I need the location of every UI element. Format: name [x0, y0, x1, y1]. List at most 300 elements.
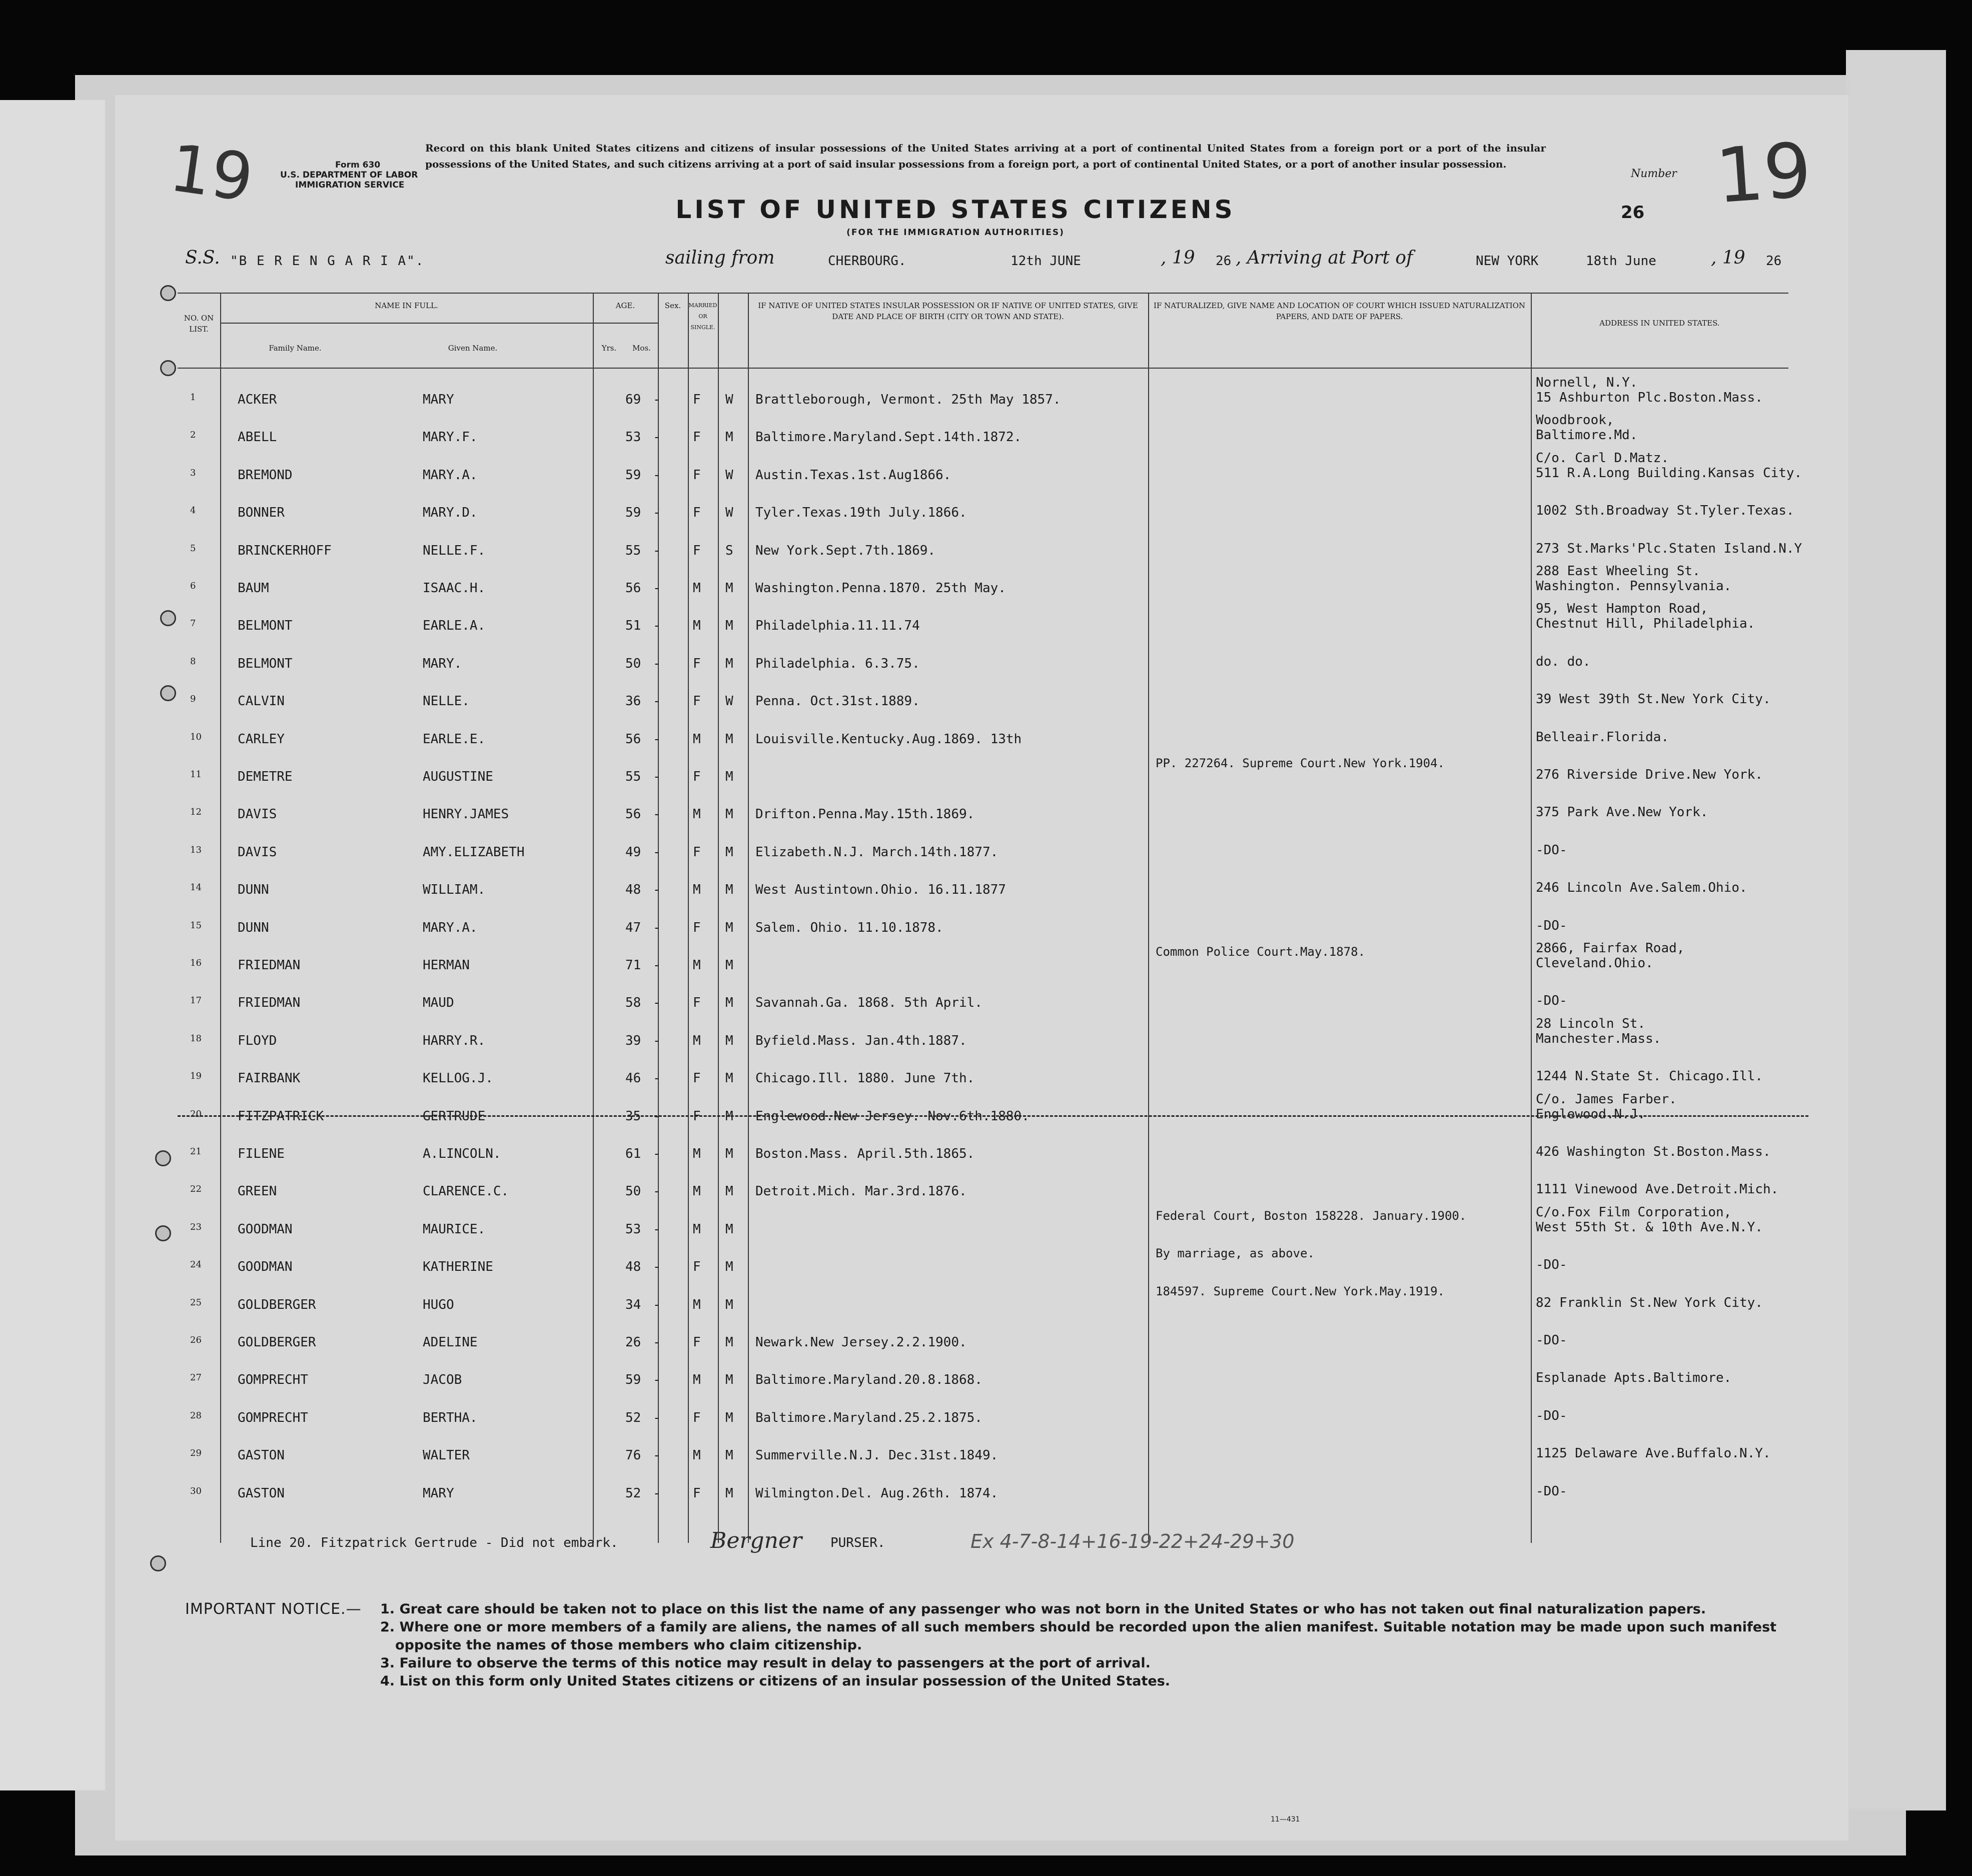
- table-row: [178, 1469, 1788, 1506]
- table-row: [178, 941, 1788, 978]
- naturalization: PP. 227264. Supreme Court.New York.1904.: [1156, 756, 1445, 770]
- address-line-2: -DO-: [1536, 1257, 1567, 1273]
- age-months: -: [653, 1184, 661, 1199]
- bottom-code: 11—431: [1271, 1815, 1300, 1823]
- table-row: [178, 1431, 1788, 1468]
- row-number: 15: [190, 920, 202, 931]
- row-number: 6: [190, 581, 196, 591]
- address-line-2: 1002 Sth.Broadway St.Tyler.Texas.: [1536, 503, 1794, 519]
- list-number: 26: [1621, 203, 1645, 223]
- address-line-2: Washington. Pennsylvania.: [1536, 579, 1732, 594]
- header-mos: Mos.: [632, 344, 651, 353]
- family-name: FRIEDMAN: [238, 958, 301, 973]
- important-notice: [380, 1600, 1831, 1690]
- age-months: -: [653, 882, 661, 898]
- age-months: -: [653, 543, 661, 558]
- sex: M: [693, 1146, 701, 1161]
- address-line-2: 276 Riverside Drive.New York.: [1536, 767, 1763, 782]
- family-name: DAVIS: [238, 807, 277, 822]
- address-line-1: C/o.Fox Film Corporation,: [1536, 1204, 1732, 1220]
- marital-status: M: [725, 1221, 733, 1237]
- sex: M: [693, 1448, 701, 1463]
- sex: M: [693, 731, 701, 747]
- row-number: 22: [190, 1184, 202, 1195]
- age-months: -: [653, 467, 661, 483]
- table-row: [178, 865, 1788, 902]
- departure-port: CHERBOURG.: [828, 254, 906, 269]
- table-row: [178, 488, 1794, 525]
- address-line-2: -DO-: [1536, 842, 1567, 858]
- age-years: 59: [625, 505, 641, 521]
- header-family: Family Name.: [269, 344, 322, 353]
- marital-status: M: [725, 769, 733, 784]
- birth-place-date: Philadelphia. 6.3.75.: [755, 656, 920, 671]
- table-row: [178, 1167, 1788, 1204]
- given-name: EARLE.E.: [423, 731, 486, 747]
- address-line-2: Manchester.Mass.: [1536, 1031, 1661, 1046]
- row-number: 16: [190, 958, 202, 968]
- family-name: CALVIN: [238, 694, 285, 709]
- marital-status: M: [725, 656, 733, 671]
- row-number: 28: [190, 1410, 202, 1421]
- birth-place-date: Baltimore.Maryland.20.8.1868.: [755, 1372, 982, 1388]
- family-name: DUNN: [238, 920, 269, 935]
- sex: F: [693, 1259, 701, 1275]
- row-number: 9: [190, 694, 196, 705]
- naturalization: 184597. Supreme Court.New York.May.1919.: [1156, 1284, 1445, 1298]
- address-line-2: 1125 Delaware Ave.Buffalo.N.Y.: [1536, 1446, 1771, 1461]
- age-years: 58: [625, 995, 641, 1011]
- given-name: JACOB: [423, 1372, 462, 1388]
- table-row: [178, 450, 1802, 488]
- given-name: NELLE.F.: [423, 543, 486, 558]
- address-line-2: Cleveland.Ohio.: [1536, 956, 1653, 971]
- marital-status: W: [725, 392, 733, 407]
- punch-hole: [160, 610, 176, 626]
- punch-hole: [150, 1555, 166, 1571]
- address-line-2: 1111 Vinewood Ave.Detroit.Mich.: [1536, 1182, 1779, 1197]
- address-line-2: -DO-: [1536, 1483, 1567, 1499]
- age-years: 50: [625, 656, 641, 671]
- age-years: 52: [625, 1485, 641, 1501]
- age-years: 52: [625, 1410, 641, 1425]
- table-row: [178, 752, 1788, 789]
- given-name: EARLE.A.: [423, 618, 486, 634]
- given-name: ISAAC.H.: [423, 581, 486, 596]
- table-row: [178, 601, 1788, 638]
- marital-status: M: [725, 430, 733, 445]
- birth-place-date: Tyler.Texas.19th July.1866.: [755, 505, 967, 521]
- marital-status: M: [725, 844, 733, 860]
- sex: F: [693, 430, 701, 445]
- age-months: -: [653, 1297, 661, 1312]
- given-name: A.LINCOLN.: [423, 1146, 501, 1161]
- address-line-2: 39 West 39th St.New York City.: [1536, 692, 1771, 707]
- birth-place-date: Penna. Oct.31st.1889.: [755, 694, 920, 709]
- address-line-2: Baltimore.Md.: [1536, 428, 1638, 443]
- notice-item: 1. Great care should be taken not to place on this list the name of any passenger who was not born in the United States or who has not taken out final naturalization papers.: [380, 1601, 1706, 1617]
- address-line-1: Woodbrook,: [1536, 413, 1614, 428]
- age-years: 48: [625, 1259, 641, 1275]
- header-yrs: Yrs.: [601, 344, 617, 353]
- row-number: 24: [190, 1259, 202, 1270]
- row-number: 30: [190, 1485, 202, 1496]
- table-row: [178, 1280, 1788, 1317]
- age-years: 69: [625, 392, 641, 407]
- header-no: NO. ON LIST.: [184, 314, 214, 334]
- given-name: BERTHA.: [423, 1410, 478, 1425]
- family-name: FILENE: [238, 1146, 285, 1161]
- birth-place-date: Chicago.Ill. 1880. June 7th.: [755, 1071, 975, 1086]
- birth-place-date: Baltimore.Maryland.Sept.14th.1872.: [755, 430, 1022, 445]
- row-number: 5: [190, 543, 196, 554]
- family-name: FITZPATRICK: [238, 1108, 324, 1124]
- arrival-port: NEW YORK: [1476, 254, 1539, 269]
- row-number: 2: [190, 430, 196, 441]
- family-name: GREEN: [238, 1184, 277, 1199]
- given-name: HERMAN: [423, 958, 470, 973]
- family-name: GASTON: [238, 1485, 285, 1501]
- marital-status: S: [725, 543, 733, 558]
- age-months: -: [653, 1259, 661, 1275]
- family-name: GOODMAN: [238, 1221, 293, 1237]
- birth-place-date: Savannah.Ga. 1868. 5th April.: [755, 995, 982, 1011]
- given-name: KATHERINE: [423, 1259, 493, 1275]
- age-months: -: [653, 1372, 661, 1388]
- age-years: 26: [625, 1335, 641, 1350]
- age-months: -: [653, 1410, 661, 1425]
- address-line-2: 511 R.A.Long Building.Kansas City.: [1536, 465, 1802, 481]
- marital-status: M: [725, 731, 733, 747]
- sex: F: [693, 1108, 701, 1124]
- address-line-2: 426 Washington St.Boston.Mass.: [1536, 1144, 1771, 1159]
- given-name: WILLIAM.: [423, 882, 486, 898]
- marital-status: M: [725, 1033, 733, 1048]
- table-row: [178, 715, 1788, 752]
- address-line-2: 1244 N.State St. Chicago.Ill.: [1536, 1069, 1763, 1084]
- age-months: -: [653, 844, 661, 860]
- given-name: AMY.ELIZABETH: [423, 844, 525, 860]
- table-row: [178, 639, 1788, 676]
- marital-status: M: [725, 958, 733, 973]
- age-years: 56: [625, 731, 641, 747]
- naturalization: Common Police Court.May.1878.: [1156, 945, 1366, 959]
- marital-status: M: [725, 1410, 733, 1425]
- birth-place-date: Byfield.Mass. Jan.4th.1887.: [755, 1033, 967, 1048]
- marital-status: M: [725, 1259, 733, 1275]
- address-line-2: -DO-: [1536, 1333, 1567, 1348]
- age-months: -: [653, 920, 661, 935]
- address-line-1: 28 Lincoln St.: [1536, 1016, 1646, 1031]
- age-years: 49: [625, 844, 641, 860]
- family-name: GOMPRECHT: [238, 1372, 308, 1388]
- row-number: 7: [190, 618, 196, 629]
- right-underlying-page: [1846, 50, 1946, 1810]
- sex: M: [693, 958, 701, 973]
- age-months: -: [653, 1033, 661, 1048]
- sex: F: [693, 467, 701, 483]
- age-months: -: [653, 958, 661, 973]
- sex: F: [693, 1071, 701, 1086]
- given-name: HUGO: [423, 1297, 454, 1312]
- address-line-2: Englewood.N.J.: [1536, 1106, 1646, 1122]
- age-years: 39: [625, 1033, 641, 1048]
- age-months: -: [653, 1146, 661, 1161]
- marital-status: M: [725, 1485, 733, 1501]
- given-name: MARY.D.: [423, 505, 478, 521]
- sex: M: [693, 882, 701, 898]
- sex: F: [693, 656, 701, 671]
- punch-hole: [155, 1225, 171, 1241]
- marital-status: M: [725, 1297, 733, 1312]
- birth-place-date: Philadelphia.11.11.74: [755, 618, 920, 634]
- given-name: HENRY.JAMES: [423, 807, 509, 822]
- address-line-1: C/o. Carl D.Matz.: [1536, 450, 1669, 466]
- left-underlying-page: [0, 100, 105, 1790]
- header-sex: Sex.: [664, 301, 681, 310]
- birth-place-date: Englewood.New Jersey. Nov.6th.1880.: [755, 1108, 1030, 1124]
- table-row: [178, 1355, 1788, 1392]
- page-subtitle: (FOR THE IMMIGRATION AUTHORITIES): [846, 228, 1065, 238]
- family-name: GOMPRECHT: [238, 1410, 308, 1425]
- family-name: DEMETRE: [238, 769, 293, 784]
- sex: M: [693, 581, 701, 596]
- age-months: -: [653, 1335, 661, 1350]
- row-number: 1: [190, 392, 196, 403]
- birth-place-date: Newark.New Jersey.2.2.1900.: [755, 1335, 967, 1350]
- given-name: NELLE.: [423, 694, 470, 709]
- sex: F: [693, 694, 701, 709]
- marital-status: M: [725, 1108, 733, 1124]
- age-years: 35: [625, 1108, 641, 1124]
- notice-item: 4. List on this form only United States citizens or citizens of an insular possession of the United States.: [380, 1673, 1171, 1689]
- family-name: BELMONT: [238, 618, 293, 634]
- age-months: -: [653, 505, 661, 521]
- birth-place-date: Austin.Texas.1st.Aug1866.: [755, 467, 951, 483]
- sex: F: [693, 844, 701, 860]
- age-years: 53: [625, 1221, 641, 1237]
- age-months: -: [653, 1448, 661, 1463]
- ship-name: "B E R E N G A R I A".: [230, 254, 425, 269]
- row-number: 21: [190, 1146, 202, 1157]
- page-title: LIST OF UNITED STATES CITIZENS: [675, 195, 1236, 224]
- table-row: [178, 1129, 1788, 1166]
- family-name: DAVIS: [238, 844, 277, 860]
- marital-status: M: [725, 618, 733, 634]
- given-name: KELLOG.J.: [423, 1071, 493, 1086]
- punch-hole: [155, 1150, 171, 1166]
- age-years: 36: [625, 694, 641, 709]
- table-row: [178, 1092, 1788, 1129]
- table-row: [178, 1242, 1788, 1279]
- header-given: Given Name.: [448, 344, 498, 353]
- given-name: MARY: [423, 1485, 454, 1501]
- punch-hole: [160, 685, 176, 701]
- marital-status: M: [725, 1184, 733, 1199]
- birth-place-date: Boston.Mass. April.5th.1865.: [755, 1146, 975, 1161]
- row-number: 25: [190, 1297, 202, 1308]
- age-years: 50: [625, 1184, 641, 1199]
- sex: M: [693, 1372, 701, 1388]
- marital-status: W: [725, 505, 733, 521]
- table-row: [178, 677, 1788, 714]
- table-row: [178, 1393, 1788, 1430]
- address-line-1: C/o. James Farber.: [1536, 1091, 1677, 1107]
- address-line-2: Belleair.Florida.: [1536, 729, 1669, 745]
- address-line-2: -DO-: [1536, 1408, 1567, 1423]
- age-years: 56: [625, 581, 641, 596]
- sex: F: [693, 1410, 701, 1425]
- birth-place-date: Louisville.Kentucky.Aug.1869. 13th: [755, 731, 1022, 747]
- age-years: 59: [625, 1372, 641, 1388]
- sex: M: [693, 1184, 701, 1199]
- header-age: AGE.: [615, 301, 635, 310]
- given-name: MARY.A.: [423, 467, 478, 483]
- handwritten-annotation: Ex 4-7-8-14+16-19-22+24-29+30: [970, 1530, 1295, 1552]
- age-months: -: [653, 1071, 661, 1086]
- age-months: -: [653, 731, 661, 747]
- address-line-1: Nornell, N.Y.: [1536, 375, 1638, 390]
- sex: F: [693, 920, 701, 935]
- row-number: 27: [190, 1372, 202, 1383]
- age-years: 46: [625, 1071, 641, 1086]
- address-line-2: -DO-: [1536, 993, 1567, 1009]
- arrival-date: 18th June: [1586, 254, 1656, 269]
- row-number: 23: [190, 1221, 202, 1232]
- header-name: NAME IN FULL.: [375, 301, 438, 310]
- age-months: -: [653, 769, 661, 784]
- table-row: [178, 564, 1788, 601]
- family-name: BREMOND: [238, 467, 293, 483]
- voyage-line: S.S. "B E R E N G A R I A". sailing from CHERBOURG. 12th JUNE , 19 26 , Arriving at Port of NEW YORK 18th June , 19 26: [185, 248, 1782, 269]
- notice-item: 2. Where one or more members of a family are aliens, the names of all such members should be recorded upon the alien manifest. Suitable notation may be made upon such manifest opposite the names of those members who claim citizenship.: [380, 1619, 1777, 1653]
- sex: M: [693, 1297, 701, 1312]
- number-label: Number: [1631, 168, 1677, 180]
- address-line-2: West 55th St. & 10th Ave.N.Y.: [1536, 1219, 1763, 1235]
- birth-place-date: Baltimore.Maryland.25.2.1875.: [755, 1410, 982, 1425]
- table-row: [178, 413, 1788, 450]
- age-years: 59: [625, 467, 641, 483]
- marital-status: M: [725, 920, 733, 935]
- family-name: CARLEY: [238, 731, 285, 747]
- marital-status: W: [725, 467, 733, 483]
- address-line-1: 288 East Wheeling St.: [1536, 564, 1700, 579]
- naturalization: Federal Court, Boston 158228. January.1900.: [1156, 1208, 1467, 1223]
- sex: F: [693, 543, 701, 558]
- row-number: 20: [190, 1108, 202, 1119]
- family-name: BELMONT: [238, 656, 293, 671]
- marital-status: M: [725, 807, 733, 822]
- age-months: -: [653, 995, 661, 1011]
- row-number: 11: [190, 769, 202, 780]
- table-row: [178, 790, 1788, 827]
- age-years: 51: [625, 618, 641, 634]
- birth-place-date: Wilmington.Del. Aug.26th. 1874.: [755, 1485, 999, 1501]
- family-name: FRIEDMAN: [238, 995, 301, 1011]
- given-name: WALTER: [423, 1448, 470, 1463]
- family-name: ABELL: [238, 430, 277, 445]
- family-name: GOODMAN: [238, 1259, 293, 1275]
- footer-note: Line 20. Fitzpatrick Gertrude - Did not embark.: [250, 1535, 618, 1550]
- given-name: CLARENCE.C.: [423, 1184, 509, 1199]
- address-line-2: 246 Lincoln Ave.Salem.Ohio.: [1536, 880, 1747, 896]
- given-name: MAUD: [423, 995, 454, 1011]
- age-years: 48: [625, 882, 641, 898]
- marital-status: W: [725, 694, 733, 709]
- marital-status: M: [725, 1335, 733, 1350]
- age-years: 61: [625, 1146, 641, 1161]
- table-row: [178, 828, 1788, 865]
- address-line-1: 2866, Fairfax Road,: [1536, 941, 1685, 956]
- row-number: 10: [190, 731, 202, 742]
- punch-hole: [160, 360, 176, 376]
- row-number: 17: [190, 995, 202, 1006]
- age-months: -: [653, 618, 661, 634]
- header-address: ADDRESS IN UNITED STATES.: [1599, 319, 1720, 328]
- row-number: 12: [190, 807, 202, 818]
- address-line-1: 95, West Hampton Road,: [1536, 601, 1708, 617]
- birth-place-date: Salem. Ohio. 11.10.1878.: [755, 920, 943, 935]
- form-instructions: Record on this blank United States citizens and citizens of insular possessions of the United States arriving at a port of continental United States from a foreign port or a port of the insular possessions of the United States, and such citizens arriving at a port of said insular possessions from a foreign port, a port of continental United States, or a port of another insular possession.: [425, 142, 1546, 170]
- address-line-2: 375 Park Ave.New York.: [1536, 805, 1708, 820]
- row-number: 8: [190, 656, 196, 667]
- age-months: -: [653, 430, 661, 445]
- row-number: 3: [190, 467, 196, 478]
- marital-status: M: [725, 581, 733, 596]
- given-name: AUGUSTINE: [423, 769, 493, 784]
- age-years: 47: [625, 920, 641, 935]
- age-years: 53: [625, 430, 641, 445]
- purser-label: PURSER.: [830, 1535, 885, 1550]
- given-name: ADELINE: [423, 1335, 478, 1350]
- row-number: 13: [190, 844, 202, 855]
- address-line-2: 273 St.Marks'Plc.Staten Island.N.Y: [1536, 541, 1802, 556]
- marital-status: M: [725, 1372, 733, 1388]
- handwritten-number: 19: [1713, 127, 1814, 221]
- row-number: 4: [190, 505, 196, 516]
- form-identification: Form 630 U.S. DEPARTMENT OF LABOR IMMIGRATION SERVICE: [280, 160, 418, 190]
- punch-hole: [160, 285, 176, 301]
- table-row: [178, 375, 1788, 412]
- birth-place-date: Summerville.N.J. Dec.31st.1849.: [755, 1448, 999, 1463]
- table-row: [178, 1318, 1788, 1355]
- family-name: BONNER: [238, 505, 285, 521]
- marital-status: M: [725, 1448, 733, 1463]
- birth-place-date: Detroit.Mich. Mar.3rd.1876.: [755, 1184, 967, 1199]
- age-years: 71: [625, 958, 641, 973]
- age-months: -: [653, 392, 661, 407]
- row-number: 18: [190, 1033, 202, 1044]
- table-row: [178, 526, 1802, 563]
- notice-item: 3. Failure to observe the terms of this notice may result in delay to passengers at the port of arrival.: [380, 1655, 1151, 1671]
- sex: F: [693, 1485, 701, 1501]
- marital-status: M: [725, 1146, 733, 1161]
- age-months: -: [653, 581, 661, 596]
- sex: M: [693, 1033, 701, 1048]
- address-line-2: 82 Franklin St.New York City.: [1536, 1295, 1763, 1310]
- sex: F: [693, 1335, 701, 1350]
- handwritten-corner-number: 19: [165, 130, 258, 217]
- address-line-2: do. do.: [1536, 654, 1591, 669]
- family-name: BRINCKERHOFF: [238, 543, 332, 558]
- sex: M: [693, 1221, 701, 1237]
- given-name: GERTRUDE: [423, 1108, 486, 1124]
- marital-status: M: [725, 882, 733, 898]
- sex: F: [693, 505, 701, 521]
- age-years: 34: [625, 1297, 641, 1312]
- address-line-2: Chestnut Hill, Philadelphia.: [1536, 616, 1755, 632]
- table-row: [178, 903, 1788, 940]
